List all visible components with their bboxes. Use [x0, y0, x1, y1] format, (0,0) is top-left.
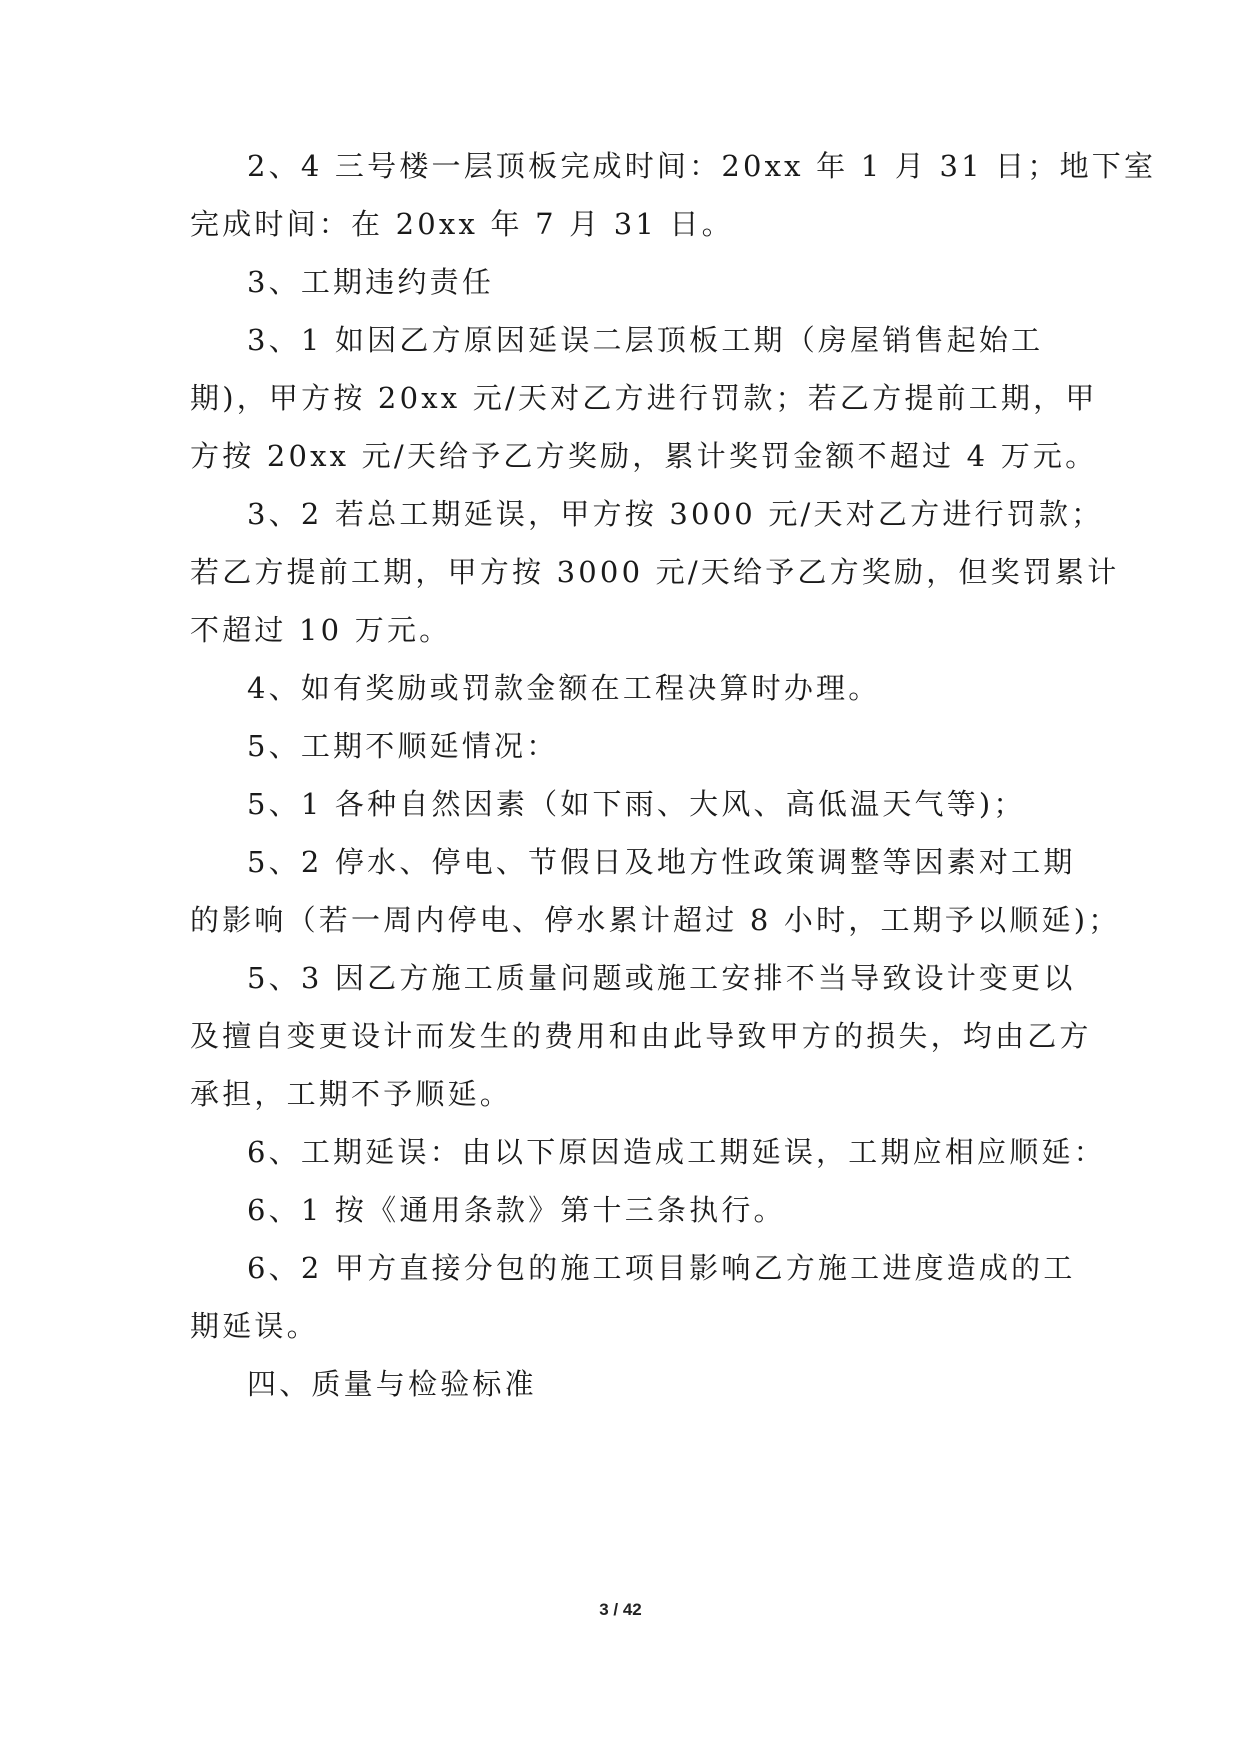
section-heading: 5、工期不顺延情况：	[247, 729, 559, 763]
section-heading: 四、质量与检验标准	[247, 1367, 537, 1401]
text-line: 5、3 因乙方施工质量问题或施工安排不当导致设计变更以	[247, 961, 1076, 995]
section-heading: 3、工期违约责任	[247, 265, 495, 299]
text-line: 完成时间：在 20xx 年 7 月 31 日。	[190, 207, 734, 241]
text-line: 3、1 如因乙方原因延误二层顶板工期（房屋销售起始工	[247, 323, 1044, 357]
text-line: 6、2 甲方直接分包的施工项目影响乙方施工进度造成的工	[247, 1251, 1076, 1285]
text-line: 期)，甲方按 20xx 元/天对乙方进行罚款；若乙方提前工期，甲	[190, 381, 1098, 415]
text-line: 若乙方提前工期，甲方按 3000 元/天给予乙方奖励，但奖罚累计	[190, 555, 1120, 589]
text-line: 方按 20xx 元/天给予乙方奖励，累计奖罚金额不超过 4 万元。	[190, 439, 1098, 473]
text-line: 4、如有奖励或罚款金额在工程决算时办理。	[247, 671, 881, 705]
text-line: 5、2 停水、停电、节假日及地方性政策调整等因素对工期	[247, 845, 1076, 879]
text-line: 5、1 各种自然因素（如下雨、大风、高低温天气等)；	[247, 787, 1026, 821]
text-line: 3、2 若总工期延误，甲方按 3000 元/天对乙方进行罚款；	[247, 497, 1104, 531]
text-line: 承担，工期不予顺延。	[190, 1077, 513, 1111]
text-line: 及擅自变更设计而发生的费用和由此导致甲方的损失，均由乙方	[190, 1019, 1092, 1053]
text-line: 不超过 10 万元。	[190, 613, 452, 647]
text-line: 2、4 三号楼一层顶板完成时间：20xx 年 1 月 31 日；地下室	[247, 149, 1157, 183]
text-line: 6、1 按《通用条款》第十三条执行。	[247, 1193, 786, 1227]
section-heading: 6、工期延误：由以下原因造成工期延误，工期应相应顺延：	[247, 1135, 1106, 1169]
page-number: 3 / 42	[599, 1600, 642, 1619]
text-line: 期延误。	[190, 1309, 319, 1343]
text-line: 的影响（若一周内停电、停水累计超过 8 小时，工期予以顺延)；	[190, 903, 1121, 937]
